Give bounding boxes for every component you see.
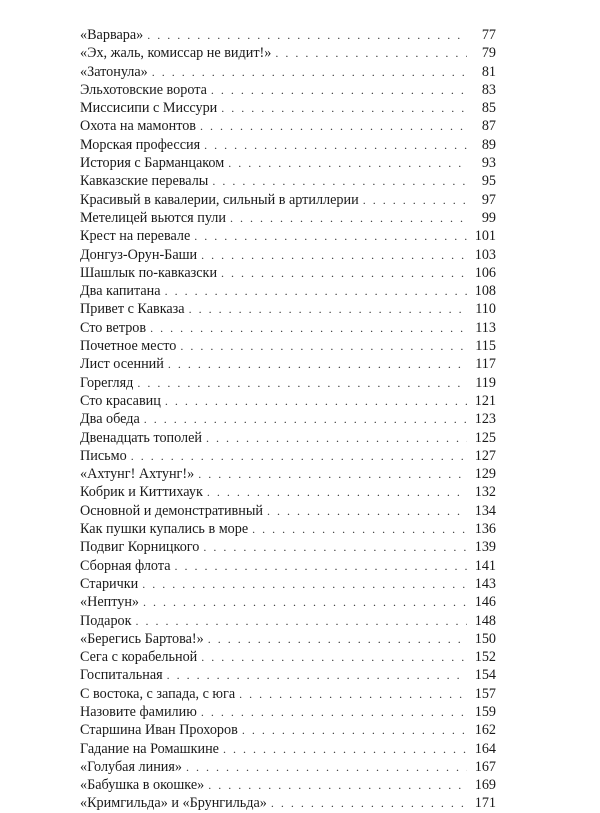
toc-entry-page: 129 (474, 466, 496, 483)
leader-dots (221, 99, 467, 117)
toc-entry-page: 162 (474, 722, 496, 739)
leader-dots (204, 136, 467, 154)
toc-entry-page: 99 (481, 209, 496, 226)
leader-dots (239, 685, 467, 703)
leader-dots (147, 26, 467, 44)
toc-entry-title: Два обеда (80, 411, 140, 428)
leader-dots (275, 44, 467, 62)
toc-entry (80, 465, 496, 483)
toc-entry (80, 593, 496, 611)
toc-entry-title: Метелицей вьются пули (80, 209, 226, 226)
toc-entry-title: Сто ветров (80, 319, 147, 336)
toc-entry-title: Подарок (80, 612, 132, 629)
toc-entry (80, 81, 496, 99)
toc-entry-title: Лист осенний (80, 356, 164, 373)
toc-entry-title: Назовите фамилию (80, 703, 197, 720)
toc-entry (80, 648, 496, 666)
toc-entry-page: 117 (475, 356, 496, 373)
leader-dots (208, 630, 467, 648)
toc-entry-page: 85 (481, 100, 496, 117)
toc-entry (80, 26, 496, 44)
toc-entry (80, 154, 496, 172)
toc-entry-title: «Нептун» (80, 594, 140, 611)
toc-entry-page: 121 (474, 392, 496, 409)
toc-entry-page: 154 (474, 667, 496, 684)
toc-entry-title: Основной и демонстративный (80, 502, 263, 519)
leader-dots (136, 612, 467, 630)
toc-entry-title: Эльхотовские ворота (80, 81, 207, 98)
toc-entry (80, 264, 496, 282)
leader-dots (194, 227, 467, 245)
toc-entry-page: 123 (474, 411, 496, 428)
toc-entry-title: Кобрик и Киттихаук (80, 484, 203, 501)
toc-entry-page: 95 (481, 173, 496, 190)
toc-entry (80, 191, 496, 209)
leader-dots (165, 282, 467, 300)
toc-entry-title: Два капитана (80, 283, 161, 300)
toc-entry-page: 97 (481, 191, 496, 208)
leader-dots (221, 264, 467, 282)
toc-entry-page: 79 (481, 45, 496, 62)
toc-entry (80, 520, 496, 538)
toc-entry-page: 125 (474, 429, 496, 446)
leader-dots (228, 154, 467, 172)
toc-entry (80, 410, 496, 428)
toc-entry-title: «Берегись Бартова!» (80, 630, 204, 647)
toc-entry (80, 374, 496, 392)
toc-entry-page: 159 (474, 703, 496, 720)
leader-dots (230, 209, 467, 227)
toc-entry-page: 136 (474, 521, 496, 538)
toc-entry-title: «Варвара» (80, 27, 144, 43)
leader-dots (203, 538, 467, 556)
leader-dots (200, 117, 467, 135)
toc-entry-title: С востока, с запада, с юга (80, 685, 236, 702)
toc-entry-page: 81 (481, 63, 496, 80)
toc-entry (80, 483, 496, 501)
toc-entry-page: 167 (474, 758, 496, 775)
toc-entry-page: 89 (481, 136, 496, 153)
leader-dots (189, 300, 467, 318)
leader-dots (211, 81, 467, 99)
toc-entry-page: 150 (474, 630, 496, 647)
leader-dots (175, 557, 467, 575)
toc-entry-page: 83 (481, 81, 496, 98)
toc-entry-page: 139 (474, 539, 496, 556)
toc-entry-page: 141 (474, 557, 496, 574)
toc-entry-page: 169 (474, 777, 496, 794)
toc-entry (80, 355, 496, 373)
leader-dots (252, 520, 467, 538)
toc-entry (80, 319, 496, 337)
toc-entry-page: 134 (474, 502, 496, 519)
toc-entry (80, 557, 496, 575)
leader-dots (167, 666, 467, 684)
toc-entry (80, 99, 496, 117)
toc-entry (80, 721, 496, 739)
toc-entry-page: 110 (475, 301, 496, 318)
toc-entry (80, 44, 496, 62)
toc-entry-title: Горегляд (80, 374, 134, 391)
toc-entry (80, 612, 496, 630)
leader-dots (208, 776, 467, 794)
toc-entry-title: «Бабушка в окошке» (80, 777, 205, 794)
leader-dots (242, 721, 467, 739)
toc-entry-page: 132 (474, 484, 496, 501)
toc-entry (80, 227, 496, 245)
toc-entry (80, 117, 496, 135)
toc-entry-page: 77 (481, 27, 496, 43)
toc-entry (80, 502, 496, 520)
toc-entry (80, 794, 496, 812)
toc-entry-page: 164 (474, 740, 496, 757)
toc-entry (80, 63, 496, 81)
toc-entry (80, 776, 496, 794)
toc-entry-title: «Голубая линия» (80, 758, 183, 775)
leader-dots (267, 502, 467, 520)
leader-dots (207, 483, 467, 501)
toc-entry-title: Красивый в кавалерии, сильный в артиллерии (80, 191, 359, 208)
leader-dots (137, 374, 467, 392)
leader-dots (165, 392, 467, 410)
toc-entry (80, 758, 496, 776)
toc-entry (80, 337, 496, 355)
toc-entry-title: Сборная флота (80, 557, 171, 574)
toc-entry-title: Старшина Иван Прохоров (80, 722, 238, 739)
toc-entry-title: Старички (80, 575, 139, 592)
toc-entry (80, 246, 496, 264)
toc-entry-title: Морская профессия (80, 136, 201, 153)
toc-entry-title: Крест на перевале (80, 228, 191, 245)
toc-entry-title: «Затонула» (80, 63, 148, 80)
leader-dots (212, 172, 467, 190)
toc-entry-title: «Кримгильда» и «Брунгильда» (80, 795, 267, 812)
toc-entry-page: 93 (481, 155, 496, 172)
leader-dots (198, 465, 467, 483)
leader-dots (152, 63, 467, 81)
toc-entry-title: Как пушки купались в море (80, 521, 249, 538)
leader-dots (186, 758, 467, 776)
leader-dots (201, 246, 467, 264)
toc-entry-page: 101 (474, 228, 496, 245)
leader-dots (180, 337, 467, 355)
toc-entry-page: 148 (474, 612, 496, 629)
toc-entry (80, 300, 496, 318)
toc-entry-title: «Эх, жаль, комиссар не видит!» (80, 45, 272, 62)
toc-entry (80, 392, 496, 410)
toc-entry-title: Сто красавиц (80, 392, 161, 409)
toc-entry-title: Миссисипи с Миссури (80, 100, 218, 117)
table-of-contents (80, 26, 496, 813)
toc-entry-title: Двенадцать тополей (80, 429, 203, 446)
toc-entry-page: 157 (474, 685, 496, 702)
toc-entry (80, 666, 496, 684)
toc-entry-title: Гадание на Ромашкине (80, 740, 219, 757)
toc-entry-title: Сега с корабельной (80, 649, 198, 666)
toc-entry-page: 103 (474, 246, 496, 263)
toc-entry-title: «Ахтунг! Ахтунг!» (80, 466, 195, 483)
toc-entry (80, 209, 496, 227)
toc-entry-title: Почетное место (80, 338, 177, 355)
toc-entry-title: Привет с Кавказа (80, 301, 185, 318)
toc-entry-page: 146 (474, 594, 496, 611)
toc-entry-page: 127 (474, 447, 496, 464)
leader-dots (144, 410, 467, 428)
leader-dots (142, 575, 467, 593)
toc-entry-page: 152 (474, 649, 496, 666)
toc-entry-title: История с Барманцаком (80, 155, 225, 172)
toc-entry-page: 113 (475, 319, 496, 336)
toc-entry-page: 106 (474, 264, 496, 281)
toc-entry-page: 108 (474, 283, 496, 300)
leader-dots (201, 648, 467, 666)
toc-entry-page: 87 (481, 118, 496, 135)
toc-entry (80, 685, 496, 703)
toc-entry-title: Охота на мамонтов (80, 118, 197, 135)
toc-entry (80, 429, 496, 447)
toc-entry-title: Подвиг Корницкого (80, 539, 200, 556)
toc-entry-page: 115 (475, 338, 496, 355)
leader-dots (363, 191, 467, 209)
toc-entry (80, 282, 496, 300)
toc-entry-title: Кавказские перевалы (80, 173, 209, 190)
leader-dots (223, 740, 467, 758)
toc-entry (80, 447, 496, 465)
toc-entry-title: Донгуз-Орун-Баши (80, 246, 198, 263)
toc-entry (80, 172, 496, 190)
toc-entry-title: Письмо (80, 447, 127, 464)
toc-entry-title: Шашлык по-кавказски (80, 264, 218, 281)
leader-dots (168, 355, 467, 373)
toc-entry-page: 171 (474, 795, 496, 812)
toc-entry (80, 575, 496, 593)
toc-entry-title: Госпитальная (80, 667, 163, 684)
leader-dots (143, 593, 467, 611)
toc-entry-page: 119 (475, 374, 496, 391)
leader-dots (150, 319, 467, 337)
toc-entry-page: 143 (474, 575, 496, 592)
toc-entry (80, 740, 496, 758)
leader-dots (131, 447, 467, 465)
toc-entry (80, 630, 496, 648)
leader-dots (271, 794, 467, 812)
leader-dots (201, 703, 467, 721)
toc-entry (80, 538, 496, 556)
toc-entry (80, 703, 496, 721)
leader-dots (206, 429, 467, 447)
toc-entry (80, 136, 496, 154)
